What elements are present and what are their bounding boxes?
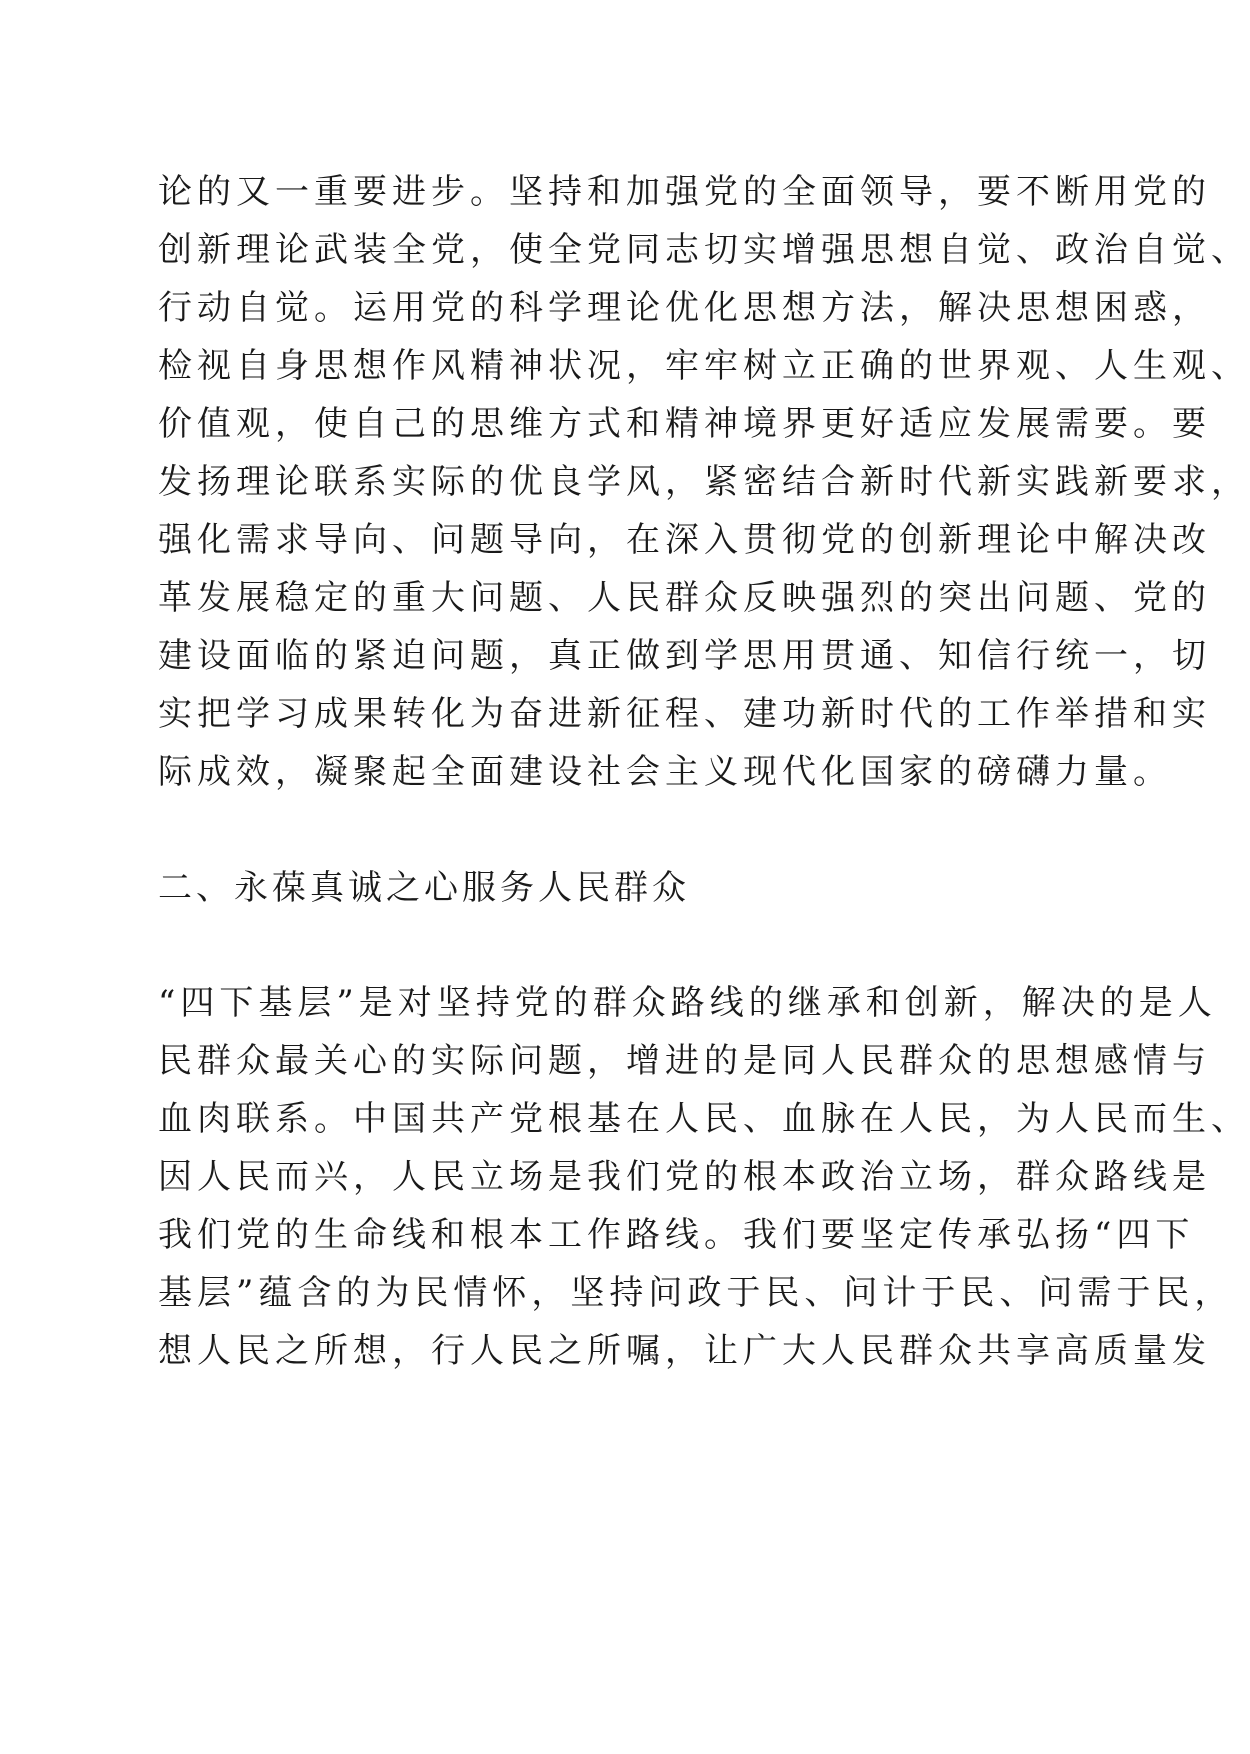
text-line: 际成效，凝聚起全面建设社会主义现代化国家的磅礴力量。 xyxy=(158,752,1172,792)
text-line: 我们党的生命线和根本工作路线。我们要坚定传承弘扬“四下 xyxy=(158,1215,1195,1255)
text-line: 建设面临的紧迫问题，真正做到学思用贯通、知信行统一，切 xyxy=(158,636,1211,676)
text-line: 实把学习成果转化为奋进新征程、建功新时代的工作举措和实 xyxy=(158,694,1211,734)
text-line: 基层”蕴含的为民情怀，坚持问政于民、问计于民、问需于民， xyxy=(158,1273,1234,1313)
text-line: 民群众最关心的实际问题，增进的是同人民群众的思想感情与 xyxy=(158,1041,1211,1081)
text-line: 论的又一重要进步。坚持和加强党的全面领导，要不断用党的 xyxy=(158,172,1211,212)
text-line: 革发展稳定的重大问题、人民群众反映强烈的突出问题、党的 xyxy=(158,578,1211,618)
text-line: 创新理论武装全党，使全党同志切实增强思想自觉、政治自觉、 xyxy=(158,230,1250,270)
text-line: 行动自觉。运用党的科学理论优化思想方法，解决思想困惑， xyxy=(158,288,1211,328)
text-line: 血肉联系。中国共产党根基在人民、血脉在人民，为人民而生、 xyxy=(158,1099,1250,1139)
text-line: 想人民之所想，行人民之所嘱，让广大人民群众共享高质量发 xyxy=(158,1331,1211,1371)
text-line: “四下基层”是对坚持党的群众路线的继承和创新，解决的是人 xyxy=(158,983,1217,1023)
text-line: 检视自身思想作风精神状况，牢牢树立正确的世界观、人生观、 xyxy=(158,346,1250,386)
text-line: 强化需求导向、问题导向，在深入贯彻党的创新理论中解决改 xyxy=(158,520,1211,560)
text-line: 发扬理论联系实际的优良学风，紧密结合新时代新实践新要求， xyxy=(158,462,1250,502)
text-line: 因人民而兴，人民立场是我们党的根本政治立场，群众路线是 xyxy=(158,1157,1211,1197)
section-heading: 二、永葆真诚之心服务人民群众 xyxy=(158,868,690,908)
text-line: 价值观，使自己的思维方式和精神境界更好适应发展需要。要 xyxy=(158,404,1211,444)
